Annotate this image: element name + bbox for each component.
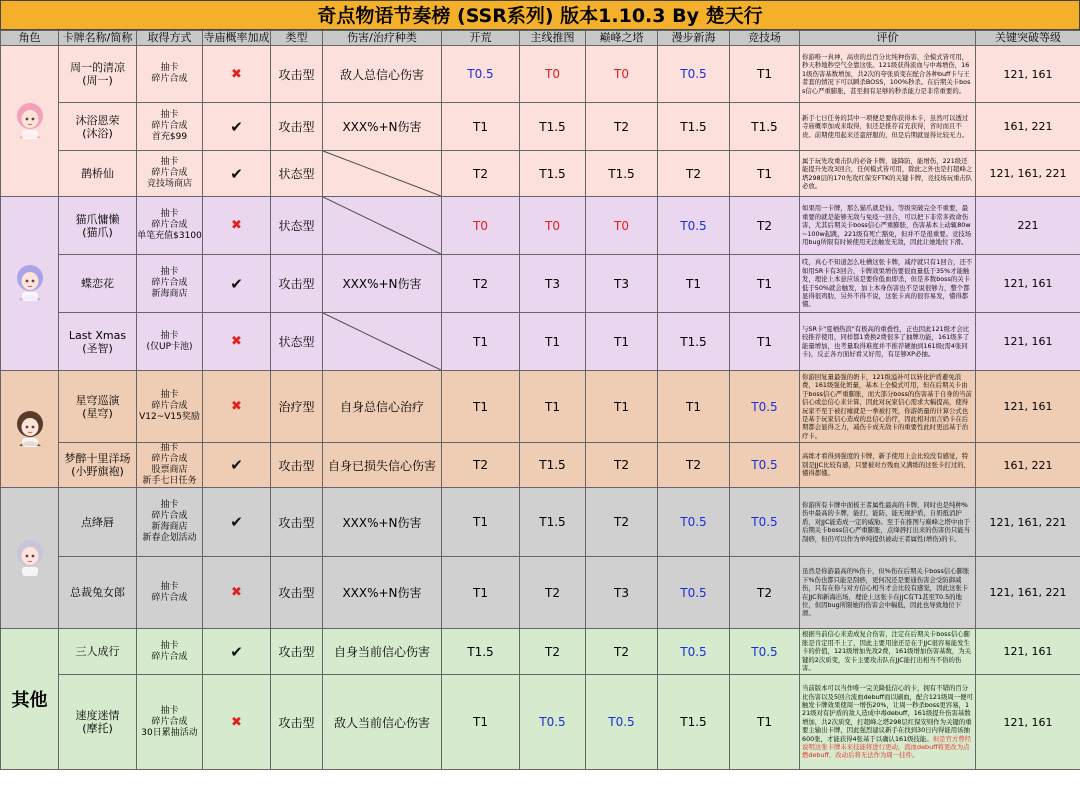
damage-type: 自身总信心治疗: [323, 371, 442, 443]
check-icon: ✔: [230, 513, 243, 531]
evaluation-text: [800, 151, 976, 197]
character-avatar: [13, 567, 47, 580]
table-row: [1, 313, 1080, 371]
table-row: [1, 46, 1080, 103]
column-header: 卡牌名称/简称: [59, 31, 137, 46]
damage-type: 敌人当前信心伤害: [323, 675, 442, 770]
table-row: [1, 675, 1080, 770]
tier-value: T0: [442, 197, 520, 255]
evaluation-body: 当前版本可以当作唯一完美降低信心的卡，拥有不错的百分比伤害以及5回合流血debuff而以刷血，配合121级周一便可触发卡牌效果使周一增伤20%，让周一秒杀boss更容易，121级对有护盾的敌人造成中毒debuff，161级提升伤害基数增加，共2次质变，打超峰之塔298层红保安则作为关键的重要主输出卡牌，因此强烈建议新手在找到30日内得能用该抽600张，才能获得4张基于以确认161级技能。: [802, 684, 973, 743]
table-row: [1, 629, 1080, 675]
tier-value: T3: [586, 255, 658, 313]
tier-value: T0.5: [658, 557, 730, 629]
check-icon: ✔: [230, 117, 243, 136]
tier-value: T1: [520, 371, 586, 443]
damage-type: 敌人总信心伤害: [323, 46, 442, 103]
damage-type-empty: [323, 313, 442, 371]
damage-type: XXX%+N伤害: [323, 488, 442, 557]
tier-value: T2: [658, 443, 730, 488]
breakthrough-level: 121, 161: [976, 371, 1080, 443]
header-row: [1, 31, 1080, 46]
card-type: 攻击型: [271, 675, 323, 770]
card-type: 攻击型: [271, 443, 323, 488]
card-type: 状态型: [271, 151, 323, 197]
evaluation-warning: 但是官方曾经说明这张卡牌未来技能将进行更动，流血debuff将更改为点燃debuff，改动后将无法作为周一挂件。: [802, 734, 972, 760]
acquire-method: 抽卡 碎片合成: [137, 46, 203, 103]
card-name: 速度迷情 (摩托): [59, 675, 137, 770]
tier-value: T1: [442, 371, 520, 443]
acquire-method: 抽卡 (仅UP卡池): [137, 313, 203, 371]
evaluation-text: [800, 675, 976, 770]
tier-value: T0: [520, 197, 586, 255]
breakthrough-level: 121, 161: [976, 313, 1080, 371]
tier-value: T1: [442, 103, 520, 151]
column-header: 主线推图: [520, 31, 586, 46]
table-row: [1, 151, 1080, 197]
card-name: 点绛唇: [59, 488, 137, 557]
temple-bonus: [203, 488, 271, 557]
character-cell: [1, 629, 59, 770]
evaluation-text: [800, 255, 976, 313]
evaluation-body: 你游回复量最强的奶卡，121级溢补可以转化护盾避免浪费，161级强化奶量，基本上全模式可用，但在后期关卡由于boss信心严重膨胀，而大部分boss的伤害基于自身的当前信心或总信心来计算，因此对玩家信心需求大幅提高，使得玩家不至于被打瘫就是一拳被打死，你游奶量的计算公式也是基于玩家信心造成的总信心治疗，因此相对而言奶卡在后期都会显得乏力，减伤卡成无敌卡的重要性此时更远基于治疗卡。: [802, 372, 972, 440]
table-row: [1, 488, 1080, 557]
evaluation-body: 属于玩先攻重击队的必备卡牌，能降防，能增伤，221级还能提升先攻3回合，任何模式皆可用，除此之外也是打超峰之塔298层的170先攻红保安FTK的关键卡牌，竞技场玩重击队必放。: [802, 156, 973, 190]
cross-icon: ✖: [231, 334, 242, 349]
tier-value: T0.5: [730, 488, 800, 557]
card-name: 周一的清凉 (周一): [59, 46, 137, 103]
tier-value: T1.5: [520, 443, 586, 488]
cross-icon: ✖: [231, 218, 242, 233]
evaluation-body: 你游唯一真神，高贵的总百分比纯种伤害，全模式皆可用，秒天秒地秒空气全靠这张。121级获得流血与中毒增伤，161级伤害基数增加，共2次的夸张质变在配合各种buff卡与王者套的情况下可以瞬杀BOSS，100%秒杀。在后期关卡boss信心严重膨胀，甚至拥有足够的秒杀能力是非常重要的。: [802, 52, 971, 95]
tier-value: T1: [730, 675, 800, 770]
card-name: 三人成行: [59, 629, 137, 675]
tier-value: T1: [658, 255, 730, 313]
column-header: 竞技场: [730, 31, 800, 46]
evaluation-body: 与SR卡"夏栖热浪"有极高的重叠性，正也因此121级才会比较推荐使用，同样都1费换2费很多了抽牌功能，161级多了能量增加，也考量取得难度并不推荐硬抽到161级(需4张同卡)，反正各方面好看又好用，有足够XP必抽。: [802, 324, 970, 358]
card-name: 总裁兔女郎: [59, 557, 137, 629]
breakthrough-level: 161, 221: [976, 103, 1080, 151]
tier-value: T2: [658, 151, 730, 197]
diagonal-line: [323, 313, 441, 370]
column-header: 开荒: [442, 31, 520, 46]
card-type: 状态型: [271, 197, 323, 255]
card-name: 蝶恋花: [59, 255, 137, 313]
tier-value: T0.5: [586, 675, 658, 770]
tier-value: T1: [730, 46, 800, 103]
card-type: 攻击型: [271, 557, 323, 629]
tier-value: T2: [730, 557, 800, 629]
cross-icon: ✖: [231, 714, 242, 730]
card-type: 攻击型: [271, 255, 323, 313]
table-row: [1, 557, 1080, 629]
temple-bonus: [203, 443, 271, 488]
acquire-method: 抽卡 碎片合成 新海商店 新春企划活动: [137, 488, 203, 557]
damage-type: XXX%+N伤害: [323, 103, 442, 151]
tier-value: T0.5: [520, 675, 586, 770]
tier-value: T2: [442, 443, 520, 488]
check-icon: ✔: [230, 456, 243, 474]
evaluation-body: 根据当前信心来造成复合伤害，注定在后期关卡boss信心膨胀是肯定用不上了，因此主要用途还是在于JJC很容易能发生卡的价值，121级增加先攻2费，161级增加伤害基数，为关键的2次质变，安卡主要攻击队在JJC能打出相当不俗的伤害。: [802, 630, 972, 673]
evaluation-body: 如果用一卡牌，那么猫爪就是仙。等级突破完全不重要，最重要的就是能够无敌与免疫一回合，可以把下非常多致命伤害，尤其后期关卡boss信心严重膨胀，伤害基本上动辄80w~100w起跳，221级有死亡豁免，但并不是很重要。竞技场用bug所限有时候使用无法触发无敌，因此让她地位下滑。: [802, 204, 972, 247]
temple-bonus: [203, 313, 271, 371]
table-row: [1, 103, 1080, 151]
tier-value: T1.5: [520, 151, 586, 197]
tier-value: T2: [442, 255, 520, 313]
table-row: [1, 371, 1080, 443]
acquire-method: 抽卡 碎片合成 竞技场商店: [137, 151, 203, 197]
acquire-method: 抽卡 碎片合成 首充$99: [137, 103, 203, 151]
column-header: 类型: [271, 31, 323, 46]
table-row: [1, 443, 1080, 488]
tier-value: T0.5: [658, 488, 730, 557]
breakthrough-level: 221: [976, 197, 1080, 255]
evaluation-text: [800, 371, 976, 443]
tier-value: T1: [442, 313, 520, 371]
group-label: 其他: [11, 690, 48, 711]
column-header: 巅峰之塔: [586, 31, 658, 46]
sheet-title: 奇点物语节奏榜 (SSR系列) 版本1.10.3 By 楚天行: [0, 0, 1080, 30]
evaluation-text: [800, 313, 976, 371]
tier-value: T0.5: [730, 371, 800, 443]
acquire-method: 抽卡 碎片合成 V12~V15奖励: [137, 371, 203, 443]
damage-type: 自身已损失信心伤害: [323, 443, 442, 488]
tier-value: T1.5: [442, 629, 520, 675]
temple-bonus: [203, 255, 271, 313]
tier-value: T2: [586, 488, 658, 557]
tier-value: T0.5: [658, 197, 730, 255]
tier-value: T0.5: [730, 443, 800, 488]
tier-value: T1.5: [586, 151, 658, 197]
column-header: 漫步新海: [658, 31, 730, 46]
tier-value: T0: [520, 46, 586, 103]
breakthrough-level: 121, 161, 221: [976, 488, 1080, 557]
evaluation-body: 高练才看得到强度的卡牌，新手使用上会比较没有感觉，特别是JJC比较有感，只要被对方残血又满练的这张卡打过的，懂得都懂。: [802, 452, 970, 478]
character-cell: [1, 371, 59, 488]
tier-value: T2: [586, 103, 658, 151]
tier-value: T1: [442, 675, 520, 770]
tier-value: T3: [520, 255, 586, 313]
tier-value: T2: [586, 443, 658, 488]
damage-type: XXX%+N伤害: [323, 557, 442, 629]
breakthrough-level: 161, 221: [976, 443, 1080, 488]
tier-value: T1: [730, 313, 800, 371]
acquire-method: 抽卡 碎片合成: [137, 629, 203, 675]
tier-value: T1: [658, 371, 730, 443]
tier-value: T0.5: [658, 629, 730, 675]
column-header: 伤害/治疗种类: [323, 31, 442, 46]
temple-bonus: [203, 675, 271, 770]
tier-value: T1: [442, 557, 520, 629]
damage-type: XXX%+N伤害: [323, 255, 442, 313]
tier-value: T2: [520, 629, 586, 675]
tier-value: T0.5: [658, 46, 730, 103]
breakthrough-level: 121, 161: [976, 675, 1080, 770]
temple-bonus: [203, 46, 271, 103]
tier-value: T2: [520, 557, 586, 629]
temple-bonus: [203, 103, 271, 151]
evaluation-body: 哎，真心不知道怎么吐槽这张卡牌，减疗就只有1回合，还不如用SR卡有3回合，卡牌效果增伤要很血量低于35%才能触发，理论上本意应该是要你低血即杀，但是多数boss的关卡低于50%就会触发，加上本身伤害也不是说很够力，整个都显得很鸡肋，另外不得不说，这张卡真的很容易发，懂得都懂。: [802, 258, 973, 309]
tier-value: T0: [586, 197, 658, 255]
card-name: 梦醉十里洋场 (小野旗袍): [59, 443, 137, 488]
column-header: 关键突破等级: [976, 31, 1080, 46]
evaluation-body: 虽然是你游最高的%伤卡，但%伤在后期关卡boss信心膨胀下%伤也都只能是刮痧，更何况还是要通伤害会受防御减伤，只有在你与对方信心相当才会比较有感觉，因此这张卡在JJC和新海出场，理论上这张卡在JJC有T1甚至T0.5的地位，但因bug所限她的伤害会中幅低，因此也导致地位下滑。: [802, 567, 970, 618]
damage-type-empty: [323, 151, 442, 197]
column-header: 取得方式: [137, 31, 203, 46]
temple-bonus: [203, 629, 271, 675]
tier-value: T1.5: [658, 313, 730, 371]
breakthrough-level: 121, 161: [976, 255, 1080, 313]
breakthrough-level: 121, 161: [976, 629, 1080, 675]
character-cell: [1, 46, 59, 197]
evaluation-text: [800, 443, 976, 488]
temple-bonus: [203, 197, 271, 255]
card-type: 攻击型: [271, 103, 323, 151]
tier-value: T1: [520, 313, 586, 371]
card-type: 状态型: [271, 313, 323, 371]
diagonal-line: [323, 197, 441, 254]
tier-value: T0.5: [730, 629, 800, 675]
tier-value: T1: [586, 313, 658, 371]
card-type: 攻击型: [271, 46, 323, 103]
tier-value: T1: [586, 371, 658, 443]
tier-value: T1: [730, 255, 800, 313]
evaluation-body: 新手七日任务的其中一项便是要你获得本卡，虽然可以透过寺庙概率加成来取得，但还是推荐首充获得，省时而且不贵。前期使用起来还蛮舒服的，但是后期就显得比较无力。: [802, 113, 969, 139]
character-avatar: [13, 438, 47, 451]
evaluation-text: [800, 488, 976, 557]
evaluation-text: [800, 46, 976, 103]
column-header: 寺庙概率加成: [203, 31, 270, 44]
acquire-method: 抽卡 碎片合成: [137, 557, 203, 629]
tier-value: T1.5: [520, 488, 586, 557]
tier-value: T2: [730, 197, 800, 255]
card-type: 攻击型: [271, 629, 323, 675]
card-name: Last Xmas (圣智): [59, 313, 137, 371]
acquire-method: 抽卡 碎片合成 30日累抽活动: [137, 675, 203, 770]
tier-value: T1.5: [730, 103, 800, 151]
evaluation-body: 你游所有卡牌中面板王者属性最高的卡牌，同时也是纯种%伤中最高的卡牌，能打，能防，能无视护盾，自奶抵消护盾，对JJC能造成一定的威胁。至于在推图与巅峰之塔中由于后期关卡boss信心严重膨胀，点绛唇打出来的伤害仍只能当刮痧，但仍可以作为单纯提供被动王者属性(增伤)的卡。: [802, 500, 970, 543]
breakthrough-level: 121, 161, 221: [976, 151, 1080, 197]
check-icon: ✔: [230, 274, 243, 293]
character-avatar: [13, 292, 47, 305]
tier-value: T0.5: [442, 46, 520, 103]
character-cell: [1, 488, 59, 629]
temple-bonus: [203, 557, 271, 629]
tier-value: T1: [730, 151, 800, 197]
acquire-method: 抽卡 碎片合成 新海商店: [137, 255, 203, 313]
column-header: 角色: [1, 31, 59, 46]
damage-type-empty: [323, 197, 442, 255]
tier-value: T1: [442, 488, 520, 557]
evaluation-text: [800, 103, 976, 151]
character-avatar: [13, 130, 47, 143]
damage-type: 自身当前信心伤害: [323, 629, 442, 675]
card-name: 猫爪慵懒 (猫爪): [59, 197, 137, 255]
cross-icon: ✖: [231, 399, 242, 414]
card-name: 星穹巡演 (星穹): [59, 371, 137, 443]
tier-value: T0: [586, 46, 658, 103]
card-type: 攻击型: [271, 488, 323, 557]
column-header: 评价: [800, 31, 976, 46]
character-cell: [1, 197, 59, 371]
breakthrough-level: 121, 161, 221: [976, 557, 1080, 629]
tier-value: T1.5: [520, 103, 586, 151]
card-name: 鹊桥仙: [59, 151, 137, 197]
evaluation-text: [800, 557, 976, 629]
temple-bonus: [203, 151, 271, 197]
check-icon: ✔: [230, 642, 243, 661]
tier-value: T3: [586, 557, 658, 629]
cross-icon: ✖: [231, 585, 242, 600]
breakthrough-level: 121, 161: [976, 46, 1080, 103]
evaluation-text: [800, 197, 976, 255]
acquire-method: 抽卡 碎片合成 股票商店 新手七日任务: [137, 443, 203, 488]
table-row: [1, 255, 1080, 313]
tier-value: T1.5: [658, 103, 730, 151]
evaluation-text: [800, 629, 976, 675]
tier-value: T2: [586, 629, 658, 675]
tier-table: [0, 30, 1080, 770]
temple-bonus: [203, 371, 271, 443]
cross-icon: ✖: [231, 66, 242, 82]
card-name: 沐浴恩荣 (沐浴): [59, 103, 137, 151]
acquire-method: 抽卡 碎片合成 单笔充值$3100: [137, 197, 203, 255]
tier-value: T1.5: [658, 675, 730, 770]
tier-value: T2: [442, 151, 520, 197]
card-type: 治疗型: [271, 371, 323, 443]
check-icon: ✔: [230, 164, 243, 183]
diagonal-line: [323, 151, 441, 196]
table-row: [1, 197, 1080, 255]
